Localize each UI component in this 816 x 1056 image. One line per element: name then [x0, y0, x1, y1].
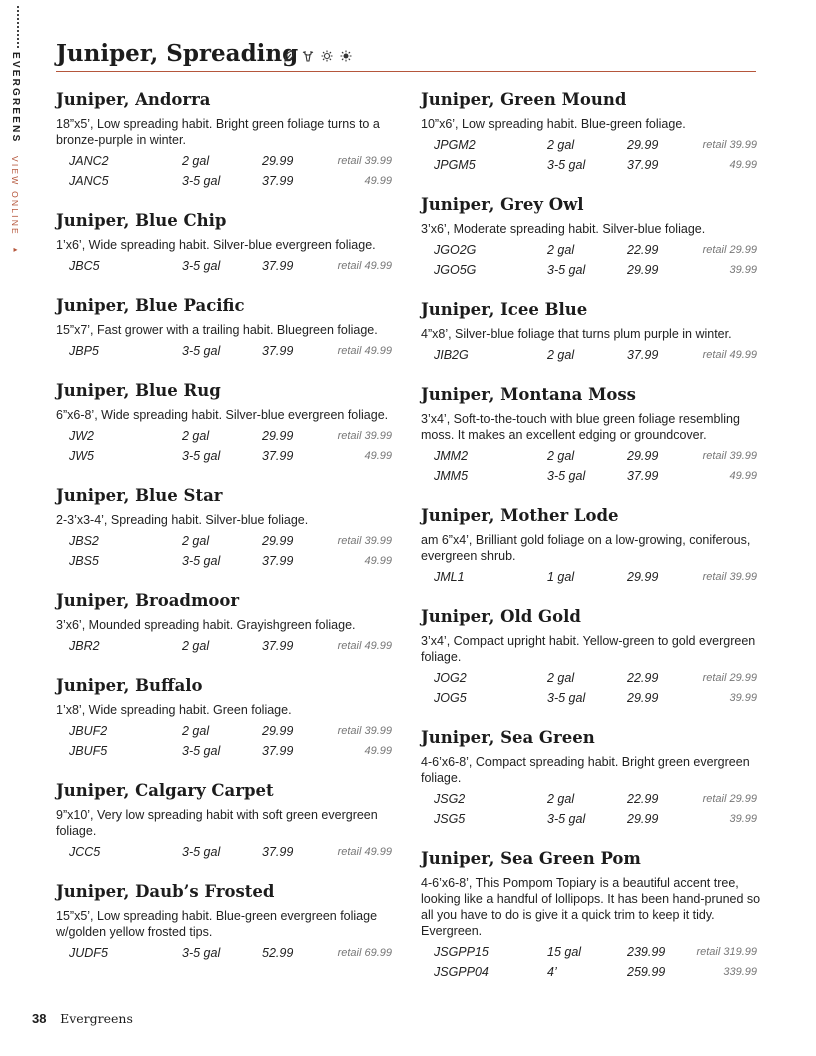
plant-entry	[421, 193, 773, 280]
view-online-arrow-icon[interactable]: ▸	[11, 245, 20, 257]
item-size: 3-5 gal	[547, 691, 586, 705]
plant-description: 4-6’x6-8’, Compact spreading habit. Bright green evergreen foliage.	[421, 755, 750, 785]
item-retail-price: 49.99	[364, 555, 392, 567]
title-divider	[56, 71, 756, 72]
item-size: 3-5 gal	[547, 263, 586, 277]
plant-name: Juniper, Grey Owl	[421, 195, 584, 214]
plant-description: 3’x6’, Moderate spreading habit. Silver-blue foliage.	[421, 222, 706, 236]
item-price: 37.99	[262, 174, 294, 188]
item-price: 37.99	[627, 469, 659, 483]
side-section-label: EVERGREENS	[10, 52, 21, 144]
item-retail-price: retail 39.99	[702, 571, 757, 583]
item-price: 37.99	[262, 259, 294, 273]
plant-name: Juniper, Blue Pacific	[56, 296, 245, 315]
plant-description: am 6”x4’, Brilliant gold foliage on a low-growing, coniferous, evergreen shrub.	[421, 533, 751, 563]
price-row	[421, 240, 773, 260]
item-price: 52.99	[262, 946, 294, 960]
item-sku: JBS5	[69, 554, 99, 568]
item-price: 37.99	[262, 744, 294, 758]
plant-entry	[421, 726, 773, 829]
plant-description: 1’x8’, Wide spreading habit. Green foliage.	[56, 703, 292, 717]
plant-description: 3’x4’, Compact upright habit. Yellow-green to gold evergreen foliage.	[421, 634, 756, 664]
plant-name: Juniper, Blue Star	[56, 486, 223, 505]
item-sku: JML1	[434, 570, 465, 584]
item-retail-price: retail 29.99	[702, 672, 757, 684]
item-sku: JOG2	[434, 671, 467, 685]
item-sku: JSG2	[434, 792, 466, 806]
item-retail-price: retail 49.99	[337, 640, 392, 652]
plant-name: Juniper, Montana Moss	[421, 385, 636, 404]
price-row	[421, 962, 773, 982]
price-row	[421, 466, 773, 486]
price-row	[421, 135, 773, 155]
item-retail-price: retail 49.99	[337, 260, 392, 272]
item-price: 37.99	[627, 158, 659, 172]
plant-name: Juniper, Andorra	[56, 90, 211, 109]
plant-entry	[421, 383, 773, 486]
plant-description: 10”x6’, Low spreading habit. Blue-green foliage.	[421, 117, 686, 131]
price-row	[421, 942, 773, 962]
item-sku: JANC2	[69, 154, 109, 168]
price-row	[56, 151, 411, 171]
plant-entry	[421, 605, 773, 708]
item-price: 29.99	[627, 263, 659, 277]
price-row	[421, 789, 773, 809]
plant-entry	[56, 589, 411, 656]
price-row	[421, 567, 773, 587]
item-sku: JPGM5	[434, 158, 476, 172]
plant-entry	[421, 847, 773, 982]
item-size: 2 gal	[182, 534, 210, 548]
plant-name: Juniper, Green Mound	[421, 90, 627, 109]
item-price: 29.99	[627, 812, 659, 826]
item-sku: JW5	[69, 449, 94, 463]
item-sku: JGO5G	[434, 263, 477, 277]
item-sku: JBS2	[69, 534, 99, 548]
price-row	[56, 341, 411, 361]
plant-description: 6”x6-8’, Wide spreading habit. Silver-blue evergreen foliage.	[56, 408, 389, 422]
plant-entry	[421, 504, 773, 587]
item-sku: JBUF5	[69, 744, 108, 758]
item-retail-price: retail 49.99	[337, 345, 392, 357]
plant-description: 18”x5’, Low spreading habit. Bright green foliage turns to a bronze-purple in winter.	[56, 117, 380, 147]
item-retail-price: retail 39.99	[337, 430, 392, 442]
plant-entry	[56, 294, 411, 361]
item-size: 3-5 gal	[547, 812, 586, 826]
item-retail-price: 339.99	[723, 966, 757, 978]
price-row	[56, 741, 411, 761]
item-sku: JSGPP04	[434, 965, 489, 979]
partial-sun-icon	[340, 50, 352, 62]
dotted-leader	[17, 6, 19, 48]
price-row	[421, 809, 773, 829]
item-retail-price: retail 69.99	[337, 947, 392, 959]
item-sku: JBR2	[69, 639, 100, 653]
item-size: 2 gal	[182, 154, 210, 168]
item-sku: JSG5	[434, 812, 466, 826]
item-sku: JBUF2	[69, 724, 108, 738]
item-sku: JUDF5	[69, 946, 108, 960]
price-row	[421, 155, 773, 175]
plant-entry	[56, 779, 411, 862]
item-price: 29.99	[627, 570, 659, 584]
item-retail-price: retail 39.99	[702, 139, 757, 151]
item-retail-price: retail 29.99	[702, 244, 757, 256]
item-size: 2 gal	[547, 138, 575, 152]
plant-name: Juniper, Buffalo	[56, 676, 203, 695]
price-row	[421, 688, 773, 708]
item-sku: JBC5	[69, 259, 100, 273]
price-row	[421, 345, 773, 365]
item-retail-price: retail 39.99	[337, 725, 392, 737]
view-online-link[interactable]: VIEW ONLINE	[10, 156, 20, 237]
item-size: 2 gal	[547, 243, 575, 257]
price-row	[56, 171, 411, 191]
price-row	[56, 256, 411, 276]
plant-description: 3’x6’, Mounded spreading habit. Grayishgreen foliage.	[56, 618, 356, 632]
plant-description: 4-6’x6-8’, This Pompom Topiary is a beautiful accent tree, looking like a handful of lollipops. It has been hand-pruned so all you have to do is give it a quick trim to keep it tidy. Evergreen.	[421, 876, 761, 938]
item-price: 37.99	[262, 449, 294, 463]
left-column	[56, 88, 411, 981]
item-price: 259.99	[627, 965, 666, 979]
item-retail-price: retail 39.99	[702, 450, 757, 462]
item-retail-price: 39.99	[729, 264, 757, 276]
item-size: 2 gal	[547, 792, 575, 806]
item-size: 3-5 gal	[182, 744, 221, 758]
item-sku: JIB2G	[434, 348, 469, 362]
item-price: 29.99	[627, 138, 659, 152]
plant-description: 9”x10’, Very low spreading habit with soft green evergreen foliage.	[56, 808, 378, 838]
plant-name: Juniper, Blue Chip	[56, 211, 227, 230]
price-row	[421, 668, 773, 688]
item-size: 3-5 gal	[547, 469, 586, 483]
item-retail-price: 49.99	[364, 450, 392, 462]
plant-entry	[56, 88, 411, 191]
item-price: 22.99	[627, 243, 659, 257]
item-size: 4’	[547, 965, 557, 979]
plant-entry	[56, 379, 411, 466]
item-sku: JMM2	[434, 449, 469, 463]
item-retail-price: retail 49.99	[702, 349, 757, 361]
item-retail-price: 39.99	[729, 692, 757, 704]
item-size: 3-5 gal	[182, 946, 221, 960]
sun-icon	[321, 50, 333, 62]
price-row	[56, 721, 411, 741]
item-sku: JBP5	[69, 344, 99, 358]
item-price: 37.99	[262, 639, 294, 653]
item-size: 2 gal	[182, 639, 210, 653]
page-number: 38	[32, 1011, 47, 1026]
plant-entry	[56, 674, 411, 761]
item-size: 2 gal	[547, 348, 575, 362]
deer-icon	[302, 50, 314, 62]
right-column	[421, 88, 773, 1000]
item-sku: JPGM2	[434, 138, 476, 152]
item-size: 3-5 gal	[182, 449, 221, 463]
item-price: 22.99	[627, 792, 659, 806]
price-row	[56, 531, 411, 551]
price-row	[56, 426, 411, 446]
plant-entry	[421, 298, 773, 365]
item-size: 3-5 gal	[182, 259, 221, 273]
plant-description: 3’x4’, Soft-to-the-touch with blue green foliage resembling moss. It makes an excellent edging or groundcover.	[421, 412, 740, 442]
item-price: 239.99	[627, 945, 666, 959]
item-retail-price: 49.99	[364, 175, 392, 187]
item-retail-price: retail 29.99	[702, 793, 757, 805]
item-price: 22.99	[627, 671, 659, 685]
plant-description: 4”x8’, Silver-blue foliage that turns plum purple in winter.	[421, 327, 732, 341]
item-price: 29.99	[627, 449, 659, 463]
plant-entry	[56, 880, 411, 963]
side-tab-text	[10, 52, 21, 257]
plant-name: Juniper, Blue Rug	[56, 381, 221, 400]
price-row	[56, 943, 411, 963]
page-title: Juniper, Spreading	[56, 40, 299, 67]
item-sku: JCC5	[69, 845, 101, 859]
plant-name: Juniper, Calgary Carpet	[56, 781, 274, 800]
item-size: 3-5 gal	[182, 845, 221, 859]
plant-entry	[421, 88, 773, 175]
item-retail-price: 49.99	[729, 470, 757, 482]
item-sku: JGO2G	[434, 243, 477, 257]
item-price: 37.99	[262, 845, 294, 859]
footer-section: Evergreens	[60, 1011, 133, 1026]
plant-entry	[56, 484, 411, 571]
leaf-icon	[283, 50, 295, 62]
item-sku: JMM5	[434, 469, 469, 483]
item-size: 2 gal	[547, 671, 575, 685]
item-retail-price: retail 319.99	[696, 946, 757, 958]
item-size: 2 gal	[182, 429, 210, 443]
item-price: 29.99	[262, 724, 294, 738]
plant-name: Juniper, Daub’s Frosted	[56, 882, 275, 901]
plant-description: 2-3’x3-4’, Spreading habit. Silver-blue foliage.	[56, 513, 309, 527]
item-size: 3-5 gal	[182, 174, 221, 188]
item-price: 37.99	[262, 344, 294, 358]
item-price: 29.99	[262, 429, 294, 443]
plant-name: Juniper, Icee Blue	[421, 300, 588, 319]
item-size: 15 gal	[547, 945, 582, 959]
price-row	[56, 842, 411, 862]
item-price: 29.99	[627, 691, 659, 705]
price-row	[56, 551, 411, 571]
plant-name: Juniper, Old Gold	[421, 607, 581, 626]
item-size: 3-5 gal	[182, 554, 221, 568]
title-icons	[283, 50, 352, 62]
item-size: 2 gal	[547, 449, 575, 463]
plant-description: 15”x5’, Low spreading habit. Blue-green evergreen foliage w/golden yellow frosted tips.	[56, 909, 378, 939]
side-tab	[8, 6, 26, 257]
item-price: 29.99	[262, 154, 294, 168]
item-retail-price: retail 39.99	[337, 535, 392, 547]
item-sku: JANC5	[69, 174, 109, 188]
item-size: 1 gal	[547, 570, 575, 584]
item-sku: JSGPP15	[434, 945, 489, 959]
plant-name: Juniper, Sea Green	[421, 728, 595, 747]
plant-name: Juniper, Broadmoor	[56, 591, 240, 610]
item-price: 37.99	[627, 348, 659, 362]
item-retail-price: 39.99	[729, 813, 757, 825]
item-size: 3-5 gal	[182, 344, 221, 358]
price-row	[56, 636, 411, 656]
plant-description: 1’x6’, Wide spreading habit. Silver-blue evergreen foliage.	[56, 238, 376, 252]
plant-name: Juniper, Sea Green Pom	[421, 849, 641, 868]
item-retail-price: retail 49.99	[337, 846, 392, 858]
page-footer	[32, 1011, 133, 1026]
item-size: 2 gal	[182, 724, 210, 738]
item-retail-price: retail 39.99	[337, 155, 392, 167]
item-price: 29.99	[262, 534, 294, 548]
item-retail-price: 49.99	[729, 159, 757, 171]
item-price: 37.99	[262, 554, 294, 568]
price-row	[56, 446, 411, 466]
item-sku: JOG5	[434, 691, 467, 705]
item-retail-price: 49.99	[364, 745, 392, 757]
item-sku: JW2	[69, 429, 94, 443]
plant-name: Juniper, Mother Lode	[421, 506, 619, 525]
price-row	[421, 446, 773, 466]
plant-entry	[56, 209, 411, 276]
item-size: 3-5 gal	[547, 158, 586, 172]
plant-description: 15”x7’, Fast grower with a trailing habit. Bluegreen foliage.	[56, 323, 378, 337]
price-row	[421, 260, 773, 280]
